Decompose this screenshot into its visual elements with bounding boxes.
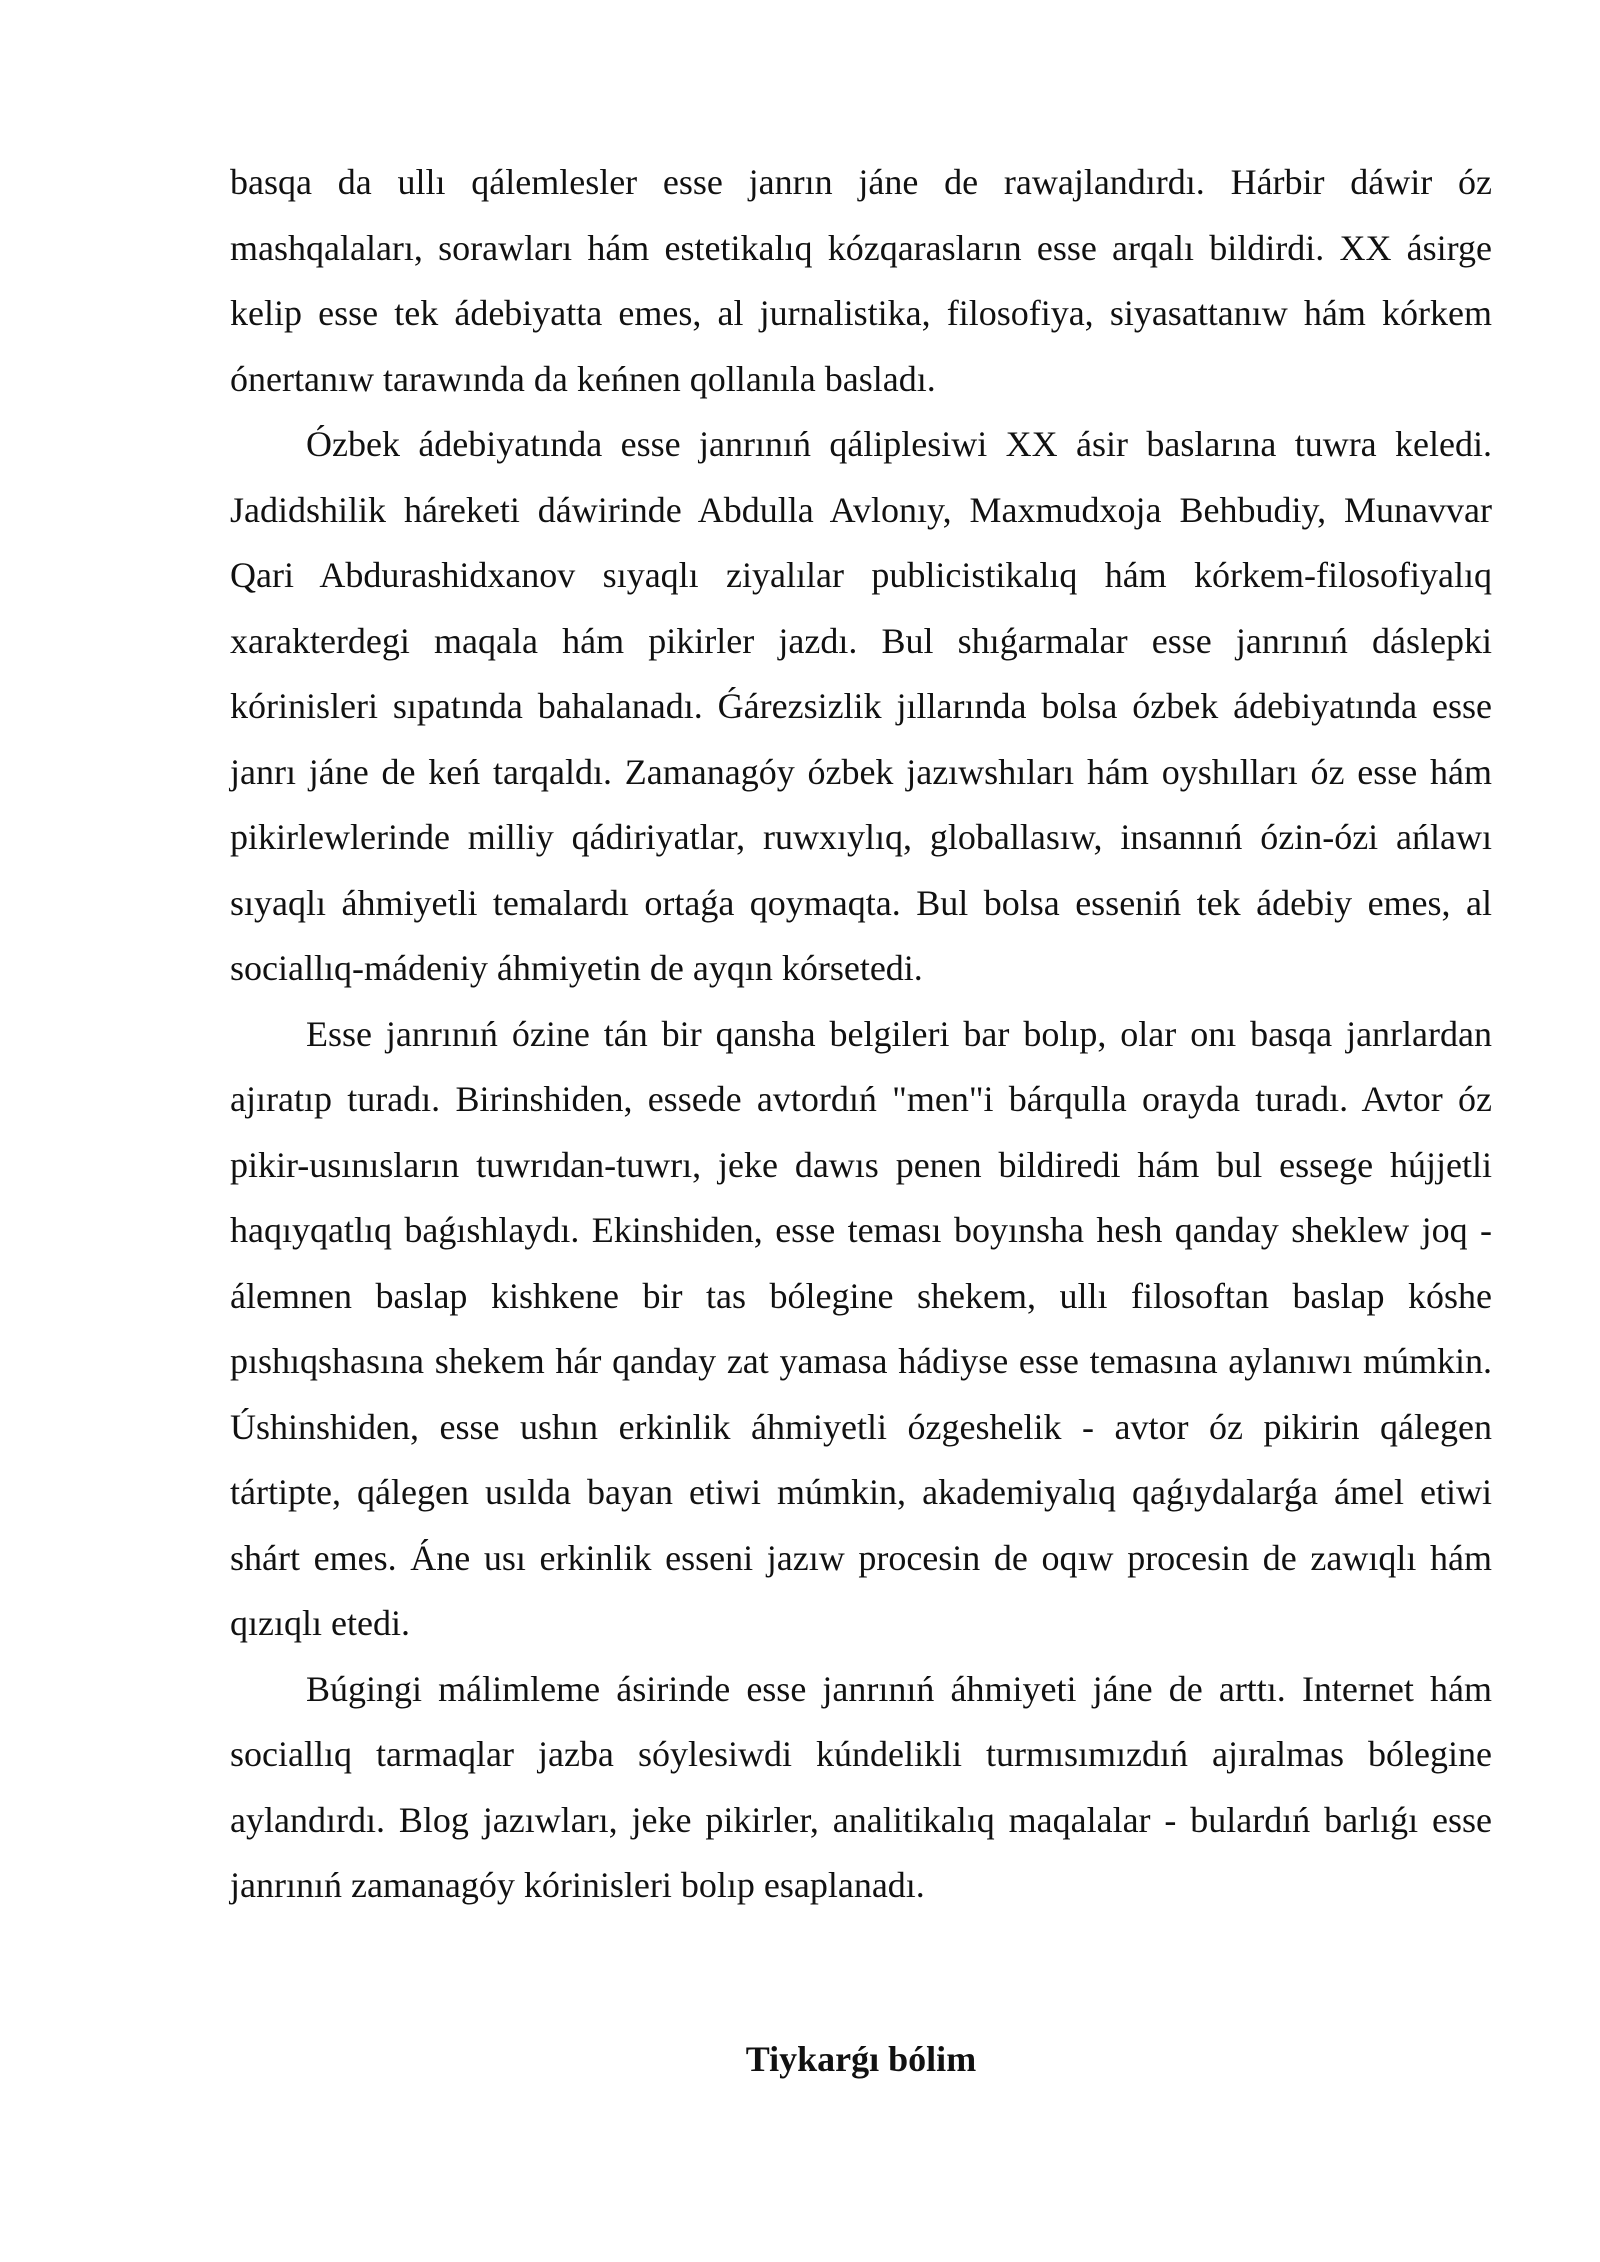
paragraph-essay-features: Esse janrınıń ózine tán bir qansha belgileri bar bolıp, olar onı basqa janrlardan ajıratıp turadı. Birinshiden, essede avtordıń "men"i bárqulla orayda turadı. Avtor óz pikir-usınısların tuwrıdan-tuwrı, jeke dawıs penen bildiredi hám bul essege hújjetli haqıyqatlıq baǵıshlaydı. Ekinshiden, esse teması boyınsha hesh qanday sheklew joq - álemnen baslap kishkene bir tas bólegine shekem, ullı filosoftan baslap kóshe pıshıqshasına shekem hár qanday zat yamasa hádiyse esse temasına aylanıwı múmkin. Úshinshiden, esse ushın erkinlik áhmiyetli ózgeshelik - avtor óz pikirin qálegen tártipte, qálegen usılda bayan etiwi múmkin, akademiyalıq qaǵıydalarǵa ámel etiwi shárt emes. Áne usı erkinlik esseni jazıw procesin de oqıw procesin de zawıqlı hám qızıqlı etedi. — [230, 1013, 1492, 1643]
paragraph-continuation: basqa da ullı qálemlesler esse janrın jáne de rawajlandırdı. Hárbir dáwir óz mashqalaları, sorawları hám estetikalıq kózqarasların esse arqalı bildirdi. XX ásirge kelip esse tek ádebiyatta emes, al jurnalistika, filosofiya, siyasattanıw hám kórkem ónertanıw tarawında da keńnen qollanıla basladı. — [230, 162, 1492, 399]
section-heading: Tiykarǵı bólim — [745, 2039, 977, 2079]
paragraph-information-age: Búgingi málimleme ásirinde esse janrınıń áhmiyeti jáne de arttı. Internet hám sociallıq tarmaqlar jazba sóylesiwdi kúndelikli turmısımızdıń ajıralmas bólegine aylandırdı. Blog jazıwları, jeke pikirler, analitikalıq maqalalar - bulardıń barlıǵı esse janrınıń zamanagóy kórinisleri bolıp esaplanadı. — [230, 1668, 1492, 1905]
paragraph-uzbek-literature: Ózbek ádebiyatında esse janrınıń qáliplesiwi XX ásir baslarına tuwra keledi. Jadidshilik háreketi dáwirinde Abdulla Avlonıy, Maxmudxoja Behbudiy, Munavvar Qari Abdurashidxanov sıyaqlı ziyalılar publicistikalıq hám kórkem-filosofiyalıq xarakterdegi maqala hám pikirler jazdı. Bul shıǵarmalar esse janrınıń dáslepki kórinisleri sıpatında bahalanadı. Ǵárezsizlik jıllarında bolsa ózbek ádebiyatında esse janrı jáne de keń tarqaldı. Zamanagóy ózbek jazıwshıları hám oyshılları óz esse hám pikirlewlerinde milliy qádiriyatlar, ruwxıylıq, globallasıw, insannıń ózin-ózi ańlawı sıyaqlı áhmiyetli temalardı ortaǵa qoymaqta. Bul bolsa esseniń tek ádebiy emes, al sociallıq-mádeniy áhmiyetin de ayqın kórsetedi. — [230, 424, 1492, 988]
document-body — [230, 150, 1492, 1919]
